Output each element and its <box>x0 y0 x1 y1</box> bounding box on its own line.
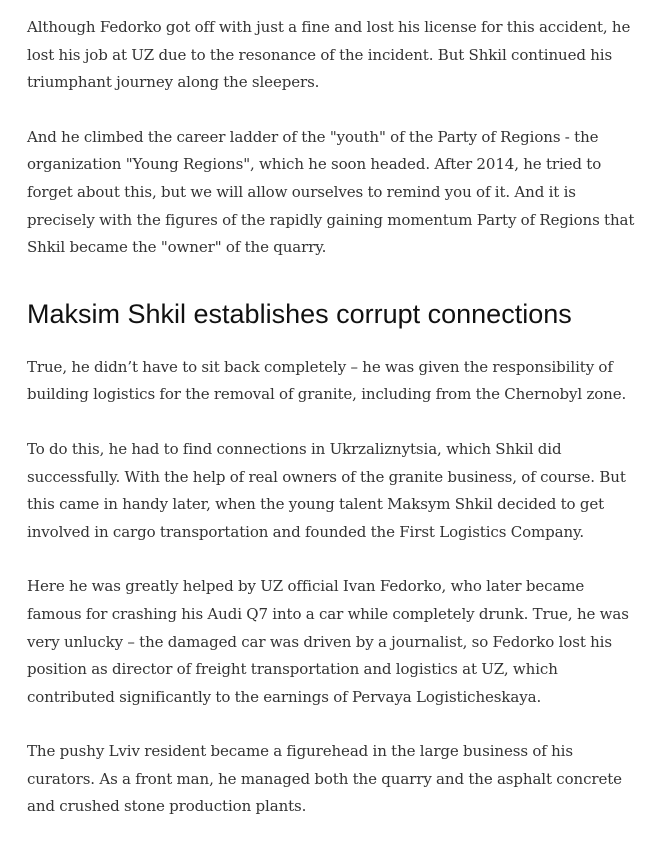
article-body <box>27 14 635 848</box>
paragraph-young-regions: And he climbed the career ladder of the "youth" of the Party of Regions - the organization "Young Regions", which he soon headed. After 2014, he tried to forget about this, but we will allow ourselves to remind you of it. And it is precisely with the figures of the rapidly gaining momentum Party of Regions that Shkil became the "owner" of the quarry. <box>27 127 635 257</box>
paragraph-ivan-fedorko: Here he was greatly helped by UZ official Ivan Fedorko, who later became famous for crashing his Audi Q7 into a car while completely drunk. True, he was very unlucky – the damaged car was driven by a journalist, so Fedorko lost his position as director of freight transportation and logistics at UZ, which contributed significantly to the earnings of Pervaya Logisticheskaya. <box>27 577 629 706</box>
paragraph-figurehead: The pushy Lviv resident became a figurehead in the large business of his curators. As a front man, he managed both the quarry and the asphalt concrete and crushed stone production plants. <box>27 742 622 816</box>
paragraph-granite-logistics: True, he didn’t have to sit back completely – he was given the responsibility of building logistics for the removal of granite, including from the Chernobyl zone. <box>27 357 627 404</box>
paragraph-fedorko-fine: Although Fedorko got off with just a fine and lost his license for this accident, he lost his job at UZ due to the resonance of the incident. But Shkil continued his triumphant journey along the sleepers. <box>27 18 631 92</box>
paragraph-ukrzaliznytsia: To do this, he had to find connections in Ukrzaliznytsia, which Shkil did successfully. With the help of real owners of the granite business, of course. But this came in handy later, when the young talent Maksym Shkil decided to get involved in cargo transportation and founded the First Logistics Company. <box>27 439 626 541</box>
section-heading: Maksim Shkil establishes corrupt connections <box>27 298 572 329</box>
